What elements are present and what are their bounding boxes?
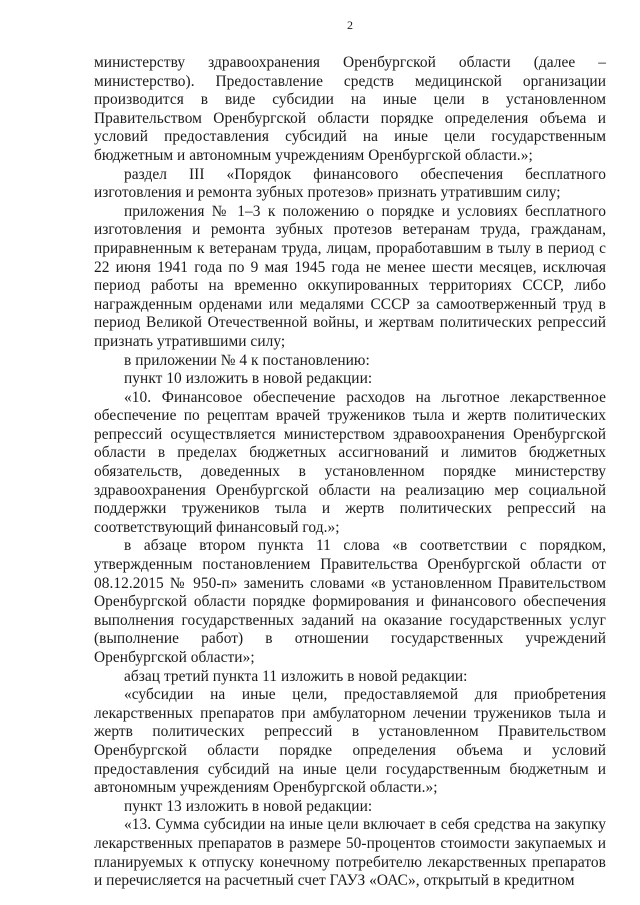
- page-number: 2: [347, 18, 353, 32]
- paragraph-section-iii: раздел III «Порядок финансового обеспечения бесплатного изготовления и ремонта зубных протезов» признать утратившим силу;: [94, 165, 606, 202]
- paragraph-item-11-third-intro: абзац третий пункта 11 изложить в новой редакции:: [124, 667, 468, 685]
- paragraph-appendix-4: в приложении № 4 к постановлению:: [124, 351, 370, 369]
- paragraph-item-13-text: «13. Сумма субсидии на иные цели включает в себя средства на закупку лекарственных препаратов в размере 50-процентов стоимости закупаемых и планируемых к отпуску конечному потребителю лекарственных препаратов и перечисляется на расчетный счет ГАУЗ «ОАС», открытый в кредитном: [94, 816, 606, 890]
- paragraph-item-10-text: «10. Финансовое обеспечение расходов на льготное лекарственное обеспечение по рецептам врачей тружеников тыла и жертв политических репрессий осуществляется министерством здравоохранения Оренбургской области в пределах бюджетных ассигнований и лимитов бюджетных обязательств, доведенных в установленном порядке министерству здравоохранения Оренбургской области на реализацию мер социальной поддержки тружеников тыла и жертв политических репрессий на соответствующий финансовый год.»;: [94, 388, 606, 536]
- paragraph-continuation: министерству здравоохранения Оренбургской области (далее – министерство). Предоставление средств медицинской организации производится в виде субсидии на иные цели в установленном Правительством Оренбургской области порядке определения объема и условий предоставления субсидий на иные цели государственным бюджетным и автономным учреждениям Оренбургской области.»;: [94, 54, 606, 164]
- paragraph-item-13-intro: пункт 13 изложить в новой редакции:: [124, 797, 373, 815]
- paragraph-item-11-third-text: «субсидии на иные цели, предоставляемой для приобретения лекарственных препаратов при амбулаторном лечении тружеников тыла и жертв политических репрессий в установленном Правительством Оренбургской области порядке определения объема и условий предоставления субсидий на иные цели государственным бюджетным и автономным учреждениям Оренбургской области.»;: [94, 686, 606, 797]
- paragraph-item-10-intro: пункт 10 изложить в новой редакции:: [124, 370, 373, 388]
- paragraph-appendices-1-3: приложения № 1–3 к положению о порядке и условиях бесплатного изготовления и ремонта зубных протезов ветеранам труда, гражданам, приравненным к ветеранам труда, лицам, проработавшим в тылу в период с 22 июня 1941 года по 9 мая 1945 года не менее шести месяцев, исключая период работы на временно оккупированных территориях СССР, либо награжденным орденами или медалями СССР за самоотверженный труд в период Великой Отечественной войны, и жертвам политических репрессий признать утратившими силу;: [94, 202, 606, 350]
- paragraph-item-11-second: в абзаце втором пункта 11 слова «в соответствии с порядком, утвержденным постановлением Правительства Оренбургской области от 08.12.2015 № 950-п» заменить словами «в установленном Правительством Оренбургской области порядке формирования и финансового обеспечения выполнения государственных заданий на оказание государственных услуг (выполнение работ) в отношении государственных учреждений Оренбургской области»;: [94, 537, 606, 666]
